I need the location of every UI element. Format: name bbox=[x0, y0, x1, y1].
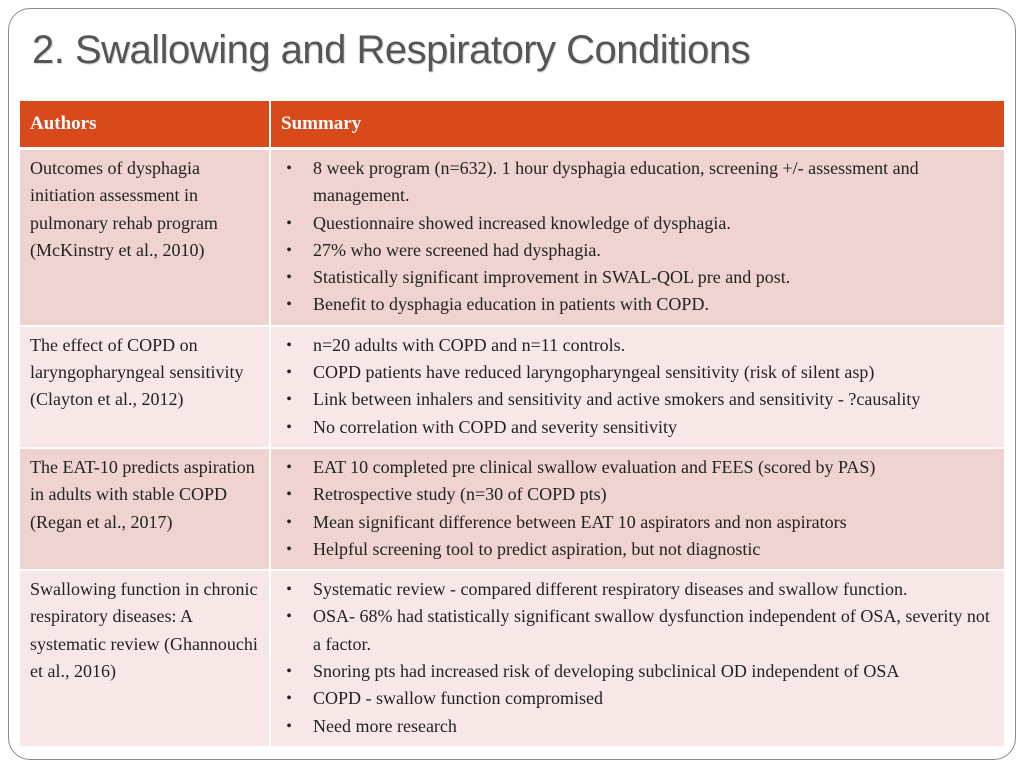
table-row bbox=[20, 448, 1004, 570]
list-item bbox=[281, 536, 994, 563]
list-item-text: n=20 adults with COPD and n=11 controls. bbox=[313, 334, 626, 355]
bullet-icon: • bbox=[286, 296, 292, 314]
summary-cell bbox=[270, 570, 1004, 747]
list-item bbox=[281, 155, 994, 210]
list-item-text: Benefit to dysphagia education in patients with COPD. bbox=[313, 294, 709, 315]
list-item-text: Statistically significant improvement in SWAL-QOL pre and post. bbox=[313, 267, 791, 288]
list-item-text: COPD - swallow function compromised bbox=[313, 688, 603, 709]
bullet-icon: • bbox=[286, 486, 292, 504]
list-item-text: Helpful screening tool to predict aspiration, but not diagnostic bbox=[313, 538, 761, 559]
list-item bbox=[281, 576, 994, 603]
author-cell: Swallowing function in chronic respiratory diseases: A systematic review (Ghannouchi et al., 2016) bbox=[20, 570, 270, 747]
summary-cell bbox=[270, 149, 1004, 326]
bullet-icon: • bbox=[286, 160, 292, 177]
list-item bbox=[281, 454, 994, 481]
table-row bbox=[20, 570, 1004, 747]
list-item-text: 8 week program (n=632). 1 hour dysphagia education, screening +/- assessment and management. bbox=[313, 158, 919, 206]
list-item bbox=[281, 264, 994, 291]
author-cell: The effect of COPD on laryngopharyngeal sensitivity (Clayton et al., 2012) bbox=[20, 326, 270, 448]
bullet-icon: • bbox=[286, 513, 292, 531]
list-item bbox=[281, 509, 994, 536]
bullet-icon: • bbox=[286, 458, 292, 476]
bullet-icon: • bbox=[286, 540, 292, 558]
bullet-icon: • bbox=[286, 581, 292, 599]
summary-table bbox=[20, 101, 1004, 748]
list-item bbox=[281, 291, 994, 318]
list-item-text: No correlation with COPD and severity sensitivity bbox=[313, 416, 677, 437]
author-cell: Outcomes of dysphagia initiation assessment in pulmonary rehab program (McKinstry et al., 2010) bbox=[20, 149, 270, 326]
list-item-text: EAT 10 completed pre clinical swallow evaluation and FEES (scored by PAS) bbox=[313, 456, 876, 477]
list-item bbox=[281, 713, 994, 740]
summary-list bbox=[281, 332, 994, 441]
list-item-text: Link between inhalers and sensitivity and active smokers and sensitivity - ?causality bbox=[313, 389, 921, 410]
bullet-icon: • bbox=[286, 391, 292, 409]
summary-list bbox=[281, 576, 994, 740]
list-item bbox=[281, 658, 994, 685]
table-row bbox=[20, 149, 1004, 326]
table-row bbox=[20, 326, 1004, 448]
list-item-text: Mean significant difference between EAT 10 aspirators and non aspirators bbox=[313, 511, 847, 532]
list-item-text: Retrospective study (n=30 of COPD pts) bbox=[313, 484, 607, 505]
header-authors: Authors bbox=[20, 101, 270, 149]
table-header-row bbox=[20, 101, 1004, 149]
bullet-icon: • bbox=[286, 608, 292, 626]
bullet-icon: • bbox=[286, 336, 292, 354]
list-item bbox=[281, 332, 994, 359]
list-item bbox=[281, 414, 994, 441]
list-item bbox=[281, 481, 994, 508]
author-cell: The EAT-10 predicts aspiration in adults with stable COPD (Regan et al., 2017) bbox=[20, 448, 270, 570]
bullet-icon: • bbox=[286, 418, 292, 436]
bullet-icon: • bbox=[286, 214, 292, 232]
list-item bbox=[281, 237, 994, 264]
list-item-text: Need more research bbox=[313, 715, 457, 736]
list-item-text: 27% who were screened had dysphagia. bbox=[313, 239, 601, 260]
bullet-icon: • bbox=[286, 241, 292, 259]
list-item bbox=[281, 210, 994, 237]
list-item bbox=[281, 386, 994, 413]
bullet-icon: • bbox=[286, 269, 292, 287]
list-item-text: OSA- 68% had statistically significant swallow dysfunction independent of OSA, severity not a factor. bbox=[313, 606, 990, 654]
bullet-icon: • bbox=[286, 663, 292, 681]
list-item bbox=[281, 603, 994, 658]
list-item-text: Snoring pts had increased risk of developing subclinical OD independent of OSA bbox=[313, 661, 900, 682]
bullet-icon: • bbox=[286, 690, 292, 708]
slide-title: 2. Swallowing and Respiratory Conditions bbox=[32, 28, 751, 72]
bullet-icon: • bbox=[286, 717, 292, 735]
summary-cell bbox=[270, 326, 1004, 448]
list-item-text: COPD patients have reduced laryngopharyngeal sensitivity (risk of silent asp) bbox=[313, 362, 875, 383]
list-item-text: Questionnaire showed increased knowledge of dysphagia. bbox=[313, 212, 731, 233]
list-item-text: Systematic review - compared different respiratory diseases and swallow function. bbox=[313, 579, 908, 600]
bullet-icon: • bbox=[286, 364, 292, 382]
summary-list bbox=[281, 155, 994, 319]
summary-list bbox=[281, 454, 994, 563]
list-item bbox=[281, 685, 994, 712]
list-item bbox=[281, 359, 994, 386]
summary-cell bbox=[270, 448, 1004, 570]
header-summary: Summary bbox=[270, 101, 1004, 149]
